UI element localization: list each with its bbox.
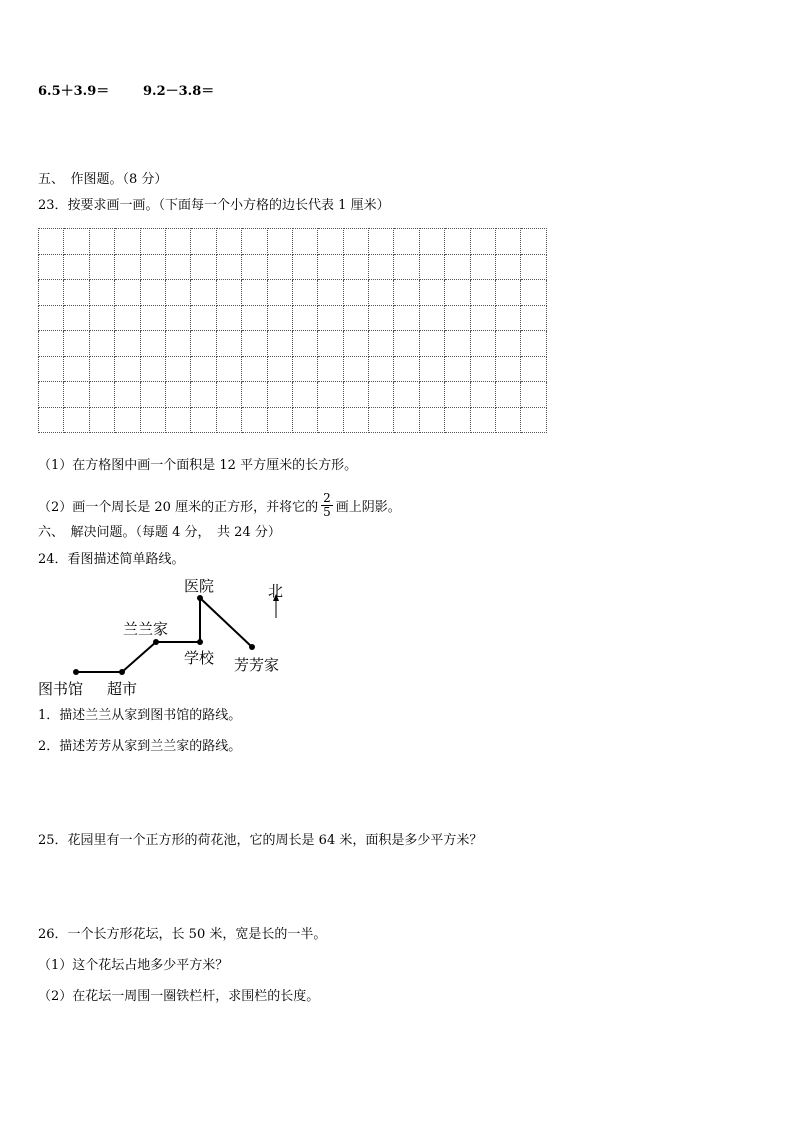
grid-cell xyxy=(191,254,216,280)
grid-row xyxy=(39,331,547,357)
grid-cell xyxy=(318,331,343,357)
grid-cell xyxy=(343,382,368,408)
grid-cell xyxy=(191,280,216,306)
grid-cell xyxy=(115,305,140,331)
grid-cell xyxy=(39,254,64,280)
school-point xyxy=(197,639,203,645)
grid-cell xyxy=(369,331,394,357)
square-grid xyxy=(38,228,547,433)
question-23-sub-2 xyxy=(38,491,401,521)
grid-cell xyxy=(267,305,292,331)
grid-cell xyxy=(318,382,343,408)
grid-cell xyxy=(419,382,444,408)
grid-cell xyxy=(64,280,89,306)
grid-cell xyxy=(318,280,343,306)
grid-cell xyxy=(343,407,368,433)
grid-cell xyxy=(470,407,495,433)
grid-cell xyxy=(292,407,317,433)
grid-cell xyxy=(39,229,64,255)
grid-cell xyxy=(343,356,368,382)
grid-cell xyxy=(165,356,190,382)
question-26-sub-1: （1）这个花坛占地多少平方米？ xyxy=(38,958,229,973)
grid-cell xyxy=(394,229,419,255)
grid-cell xyxy=(140,407,165,433)
grid-cell xyxy=(191,407,216,433)
grid-cell xyxy=(369,382,394,408)
grid-cell xyxy=(140,305,165,331)
grid-cell xyxy=(115,254,140,280)
grid-cell xyxy=(521,356,546,382)
grid-cell xyxy=(318,229,343,255)
question-24-item-2: 2．描述芳芳从家到兰兰家的路线。 xyxy=(38,739,242,754)
grid-cell xyxy=(445,229,470,255)
grid-cell xyxy=(267,407,292,433)
grid-cell xyxy=(242,382,267,408)
grid-cell xyxy=(318,254,343,280)
grid-cell xyxy=(419,331,444,357)
grid-cell xyxy=(369,356,394,382)
grid-cell xyxy=(39,407,64,433)
grid-cell xyxy=(292,382,317,408)
grid-cell xyxy=(140,254,165,280)
grid-cell xyxy=(191,356,216,382)
grid-cell xyxy=(89,305,114,331)
grid-cell xyxy=(394,280,419,306)
grid-cell xyxy=(470,254,495,280)
grid-row xyxy=(39,280,547,306)
grid-cell xyxy=(343,254,368,280)
section-5-heading: 五、 作图题。（8 分） xyxy=(38,172,168,187)
grid-cell xyxy=(496,280,521,306)
grid-row xyxy=(39,356,547,382)
grid-cell xyxy=(267,331,292,357)
grid-cell xyxy=(521,331,546,357)
grid-cell xyxy=(140,229,165,255)
grid-cell xyxy=(445,280,470,306)
question-25: 25．花园里有一个正方形的荷花池，它的周长是 64 米，面积是多少平方米？ xyxy=(38,833,483,848)
grid-cell xyxy=(343,331,368,357)
fraction-denominator: 5 xyxy=(323,505,331,519)
grid-cell xyxy=(115,382,140,408)
grid-cell xyxy=(191,229,216,255)
grid-cell xyxy=(521,229,546,255)
grid-cell xyxy=(64,356,89,382)
grid-cell xyxy=(292,331,317,357)
grid-cell xyxy=(318,305,343,331)
question-23-prompt: 23．按要求画一画。（下面每一个小方格的边长代表 1 厘米） xyxy=(38,198,390,213)
grid-cell xyxy=(292,356,317,382)
grid-cell xyxy=(216,382,241,408)
grid-cell xyxy=(419,407,444,433)
grid-cell xyxy=(267,229,292,255)
grid-cell xyxy=(496,229,521,255)
grid-cell xyxy=(89,356,114,382)
grid-cell xyxy=(521,280,546,306)
grid-cell xyxy=(64,254,89,280)
grid-cell xyxy=(419,356,444,382)
grid-cell xyxy=(394,356,419,382)
grid-cell xyxy=(369,254,394,280)
grid-cell xyxy=(216,305,241,331)
school-label: 学校 xyxy=(184,649,215,667)
fangfang-home-point xyxy=(249,644,255,650)
fraction xyxy=(321,492,333,519)
grid-row xyxy=(39,229,547,255)
grid-cell xyxy=(445,305,470,331)
grid-cell xyxy=(165,280,190,306)
grid-cell xyxy=(216,331,241,357)
grid-cell xyxy=(318,356,343,382)
grid-cell xyxy=(292,254,317,280)
grid-cell xyxy=(140,280,165,306)
grid-cell xyxy=(39,356,64,382)
lanlan-home-point xyxy=(153,639,159,645)
grid-cell xyxy=(89,331,114,357)
grid-cell xyxy=(39,280,64,306)
grid-cell xyxy=(191,331,216,357)
grid-cell xyxy=(115,407,140,433)
grid-cell xyxy=(521,407,546,433)
grid-cell xyxy=(242,305,267,331)
grid-cell xyxy=(165,229,190,255)
grid-cell xyxy=(267,382,292,408)
grid-cell xyxy=(394,305,419,331)
grid-cell xyxy=(165,382,190,408)
grid-cell xyxy=(496,356,521,382)
grid-cell xyxy=(496,331,521,357)
grid-cell xyxy=(242,407,267,433)
grid-cell xyxy=(39,382,64,408)
lanlan-home-label: 兰兰家 xyxy=(123,620,169,638)
grid-cell xyxy=(419,254,444,280)
grid-cell xyxy=(318,407,343,433)
arithmetic-expression-1: 6.5＋3.9＝ xyxy=(38,84,110,99)
grid-cell xyxy=(292,229,317,255)
question-23-sub-2-text-before: （2）画一个周长是 20 厘米的正方形，并将它的 xyxy=(38,500,319,515)
grid-cell xyxy=(445,382,470,408)
fraction-numerator: 2 xyxy=(323,491,331,505)
grid-cell xyxy=(165,254,190,280)
grid-cell xyxy=(216,280,241,306)
grid-cell xyxy=(242,280,267,306)
grid-cell xyxy=(64,407,89,433)
grid-cell xyxy=(242,254,267,280)
question-23-sub-1: （1）在方格图中画一个面积是 12 平方厘米的长方形。 xyxy=(38,458,358,473)
grid-cell xyxy=(496,407,521,433)
question-26-prompt: 26．一个长方形花坛，长 50 米，宽是长的一半。 xyxy=(38,927,327,942)
grid-cell xyxy=(64,229,89,255)
grid-cell xyxy=(39,331,64,357)
grid-cell xyxy=(394,382,419,408)
hospital-label: 医院 xyxy=(184,577,215,595)
grid-cell xyxy=(343,305,368,331)
library-label: 图书馆 xyxy=(38,680,84,698)
grid-cell xyxy=(216,356,241,382)
grid-cell xyxy=(292,280,317,306)
grid-cell xyxy=(165,407,190,433)
grid-cell xyxy=(496,382,521,408)
grid-cell xyxy=(521,254,546,280)
fangfang-home-label: 芳芳家 xyxy=(234,656,280,674)
grid-cell xyxy=(64,331,89,357)
grid-cell xyxy=(470,382,495,408)
grid-cell xyxy=(292,305,317,331)
grid-cell xyxy=(242,331,267,357)
section-6-heading: 六、 解决问题。（每题 4 分， 共 24 分） xyxy=(38,525,281,540)
grid-cell xyxy=(343,229,368,255)
grid-table xyxy=(38,228,547,433)
grid-row xyxy=(39,305,547,331)
supermarket-point xyxy=(119,669,125,675)
grid-cell xyxy=(267,254,292,280)
arithmetic-expression-2: 9.2－3.8＝ xyxy=(143,84,215,99)
grid-cell xyxy=(115,331,140,357)
grid-cell xyxy=(242,356,267,382)
grid-cell xyxy=(369,305,394,331)
grid-cell xyxy=(394,254,419,280)
grid-cell xyxy=(191,382,216,408)
grid-cell xyxy=(242,229,267,255)
grid-cell xyxy=(496,254,521,280)
grid-cell xyxy=(191,305,216,331)
grid-cell xyxy=(89,382,114,408)
grid-cell xyxy=(89,407,114,433)
grid-cell xyxy=(216,254,241,280)
grid-cell xyxy=(470,305,495,331)
question-24-item-1: 1．描述兰兰从家到图书馆的路线。 xyxy=(38,708,242,723)
grid-cell xyxy=(470,356,495,382)
grid-cell xyxy=(64,305,89,331)
grid-cell xyxy=(445,407,470,433)
grid-row xyxy=(39,407,547,433)
grid-row xyxy=(39,254,547,280)
library-point xyxy=(73,669,79,675)
grid-cell xyxy=(470,280,495,306)
grid-cell xyxy=(419,305,444,331)
grid-cell xyxy=(140,382,165,408)
grid-cell xyxy=(89,229,114,255)
grid-cell xyxy=(89,254,114,280)
grid-cell xyxy=(369,407,394,433)
grid-cell xyxy=(165,331,190,357)
grid-cell xyxy=(521,305,546,331)
grid-cell xyxy=(419,280,444,306)
grid-cell xyxy=(140,331,165,357)
grid-cell xyxy=(39,305,64,331)
grid-cell xyxy=(496,305,521,331)
grid-cell xyxy=(115,280,140,306)
grid-cell xyxy=(394,331,419,357)
grid-cell xyxy=(165,305,190,331)
question-26-sub-2: （2）在花坛一周围一圈铁栏杆，求围栏的长度。 xyxy=(38,989,320,1004)
grid-cell xyxy=(470,229,495,255)
grid-cell xyxy=(445,331,470,357)
grid-cell xyxy=(115,229,140,255)
grid-cell xyxy=(216,407,241,433)
route-map xyxy=(36,572,336,702)
supermarket-label: 超市 xyxy=(107,680,138,698)
grid-cell xyxy=(64,382,89,408)
grid-cell xyxy=(445,254,470,280)
question-23-sub-2-text-after: 画上阴影。 xyxy=(335,500,401,515)
grid-row xyxy=(39,382,547,408)
grid-cell xyxy=(394,407,419,433)
grid-cell xyxy=(89,280,114,306)
north-label: 北 xyxy=(268,582,284,600)
grid-cell xyxy=(369,229,394,255)
grid-cell xyxy=(445,356,470,382)
question-24-prompt: 24．看图描述简单路线。 xyxy=(38,552,185,567)
grid-cell xyxy=(216,229,241,255)
grid-cell xyxy=(419,229,444,255)
grid-cell xyxy=(369,280,394,306)
grid-cell xyxy=(140,356,165,382)
grid-cell xyxy=(521,382,546,408)
grid-cell xyxy=(343,280,368,306)
grid-cell xyxy=(267,356,292,382)
grid-cell xyxy=(115,356,140,382)
grid-cell xyxy=(267,280,292,306)
grid-cell xyxy=(470,331,495,357)
